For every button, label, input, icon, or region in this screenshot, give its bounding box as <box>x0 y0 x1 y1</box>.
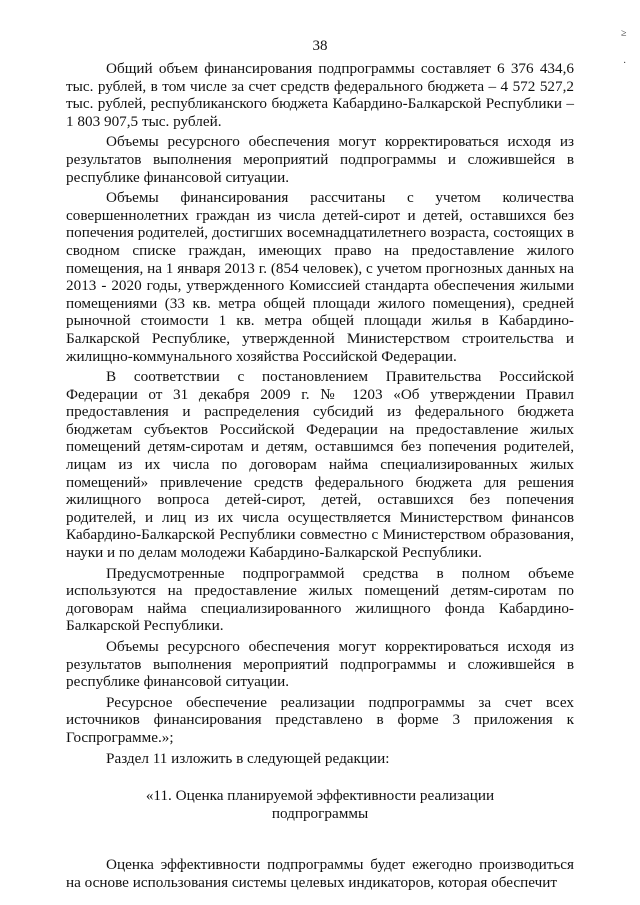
paragraph-resource-form-reference: Ресурсное обеспечение реализации подпрограммы за счет всех источников финансирования представлено в форме 3 приложения к Госпрограмме.»; <box>66 693 574 746</box>
margin-mark: ≥ <box>621 28 627 39</box>
document-body <box>66 60 574 895</box>
paragraph-section-amendment: Раздел 11 изложить в следующей редакции: <box>106 749 390 767</box>
paragraph-efficiency-evaluation: Оценка эффективности подпрограммы будет ежегодно производиться на основе использования системы целевых индикаторов, которая обеспечит <box>66 856 574 891</box>
section-heading-line-1: «11. Оценка планируемой эффективности реализации <box>145 787 495 805</box>
paragraph-federal-decree: В соответствии с постановлением Правительства Российской Федерации от 31 декабря 2009 г. № 1203 «Об утверждении Правил предоставления и распределения субсидий из федерального бюджета бюджетам субъектов Российской Федерации на предоставление жилых помещений детям-сиротам и детям, оставшимся без попечения родителей, лицам из их числа по договорам найма специализированных жилых помещений» привлечение средств федерального бюджета для решения жилищного вопроса детей-сирот, детей, оставшихся без попечения родителей, и лиц из их числа осуществляется Министерством финансов Кабардино-Балкарской Республики совместно с Министерством образования, науки и по делам молодежи Кабардино-Балкарской Республики. <box>66 368 574 562</box>
section-heading-line-2: подпрограммы <box>271 804 369 822</box>
margin-mark: · <box>623 58 627 69</box>
section-heading <box>66 787 574 822</box>
paragraph-calculation-basis: Объемы финансирования рассчитаны с учетом количества совершеннолетних граждан из числа детей-сирот и детей, оставшихся без попечения родителей, достигших восемнадцатилетнего возраста, состоящих в сводном списке граждан, имеющих право на предоставление жилого помещения, на 1 января 2013 г. (854 человек), с учетом прогнозных данных на 2013 - 2020 годы, утвержденного Комиссией стандарта обеспечения жилыми помещениями (33 кв. метра общей площади жилого помещения), средней рыночной стоимости 1 кв. метра общей площади жилья в Кабардино-Балкарской Республике, утвержденной Министерством строительства и жилищно-коммунального хозяйства Российской Федерации. <box>66 189 574 365</box>
paragraph-funds-usage: Предусмотренные подпрограммой средства в полном объеме используются на предоставление жилых помещений детям-сиротам по договорам найма специализированного жилищного фонда Кабардино-Балкарской Республики. <box>66 564 574 635</box>
paragraph-total-financing: Общий объем финансирования подпрограммы составляет 6 376 434,6 тыс. рублей, в том числе за счет средств федерального бюджета – 4 572 527,2 тыс. рублей, республиканского бюджета Кабардино-Балкарской Республики – 1 803 907,5 тыс. рублей. <box>66 60 574 130</box>
paragraph-resource-adjustment: Объемы ресурсного обеспечения могут корректироваться исходя из результатов выполнения мероприятий подпрограммы и сложившейся в республике финансовой ситуации. <box>66 133 574 186</box>
paragraph-resource-adjustment-repeat: Объемы ресурсного обеспечения могут корректироваться исходя из результатов выполнения мероприятий подпрограммы и сложившейся в республике финансовой ситуации. <box>66 638 574 691</box>
page-number: 38 <box>312 38 328 54</box>
